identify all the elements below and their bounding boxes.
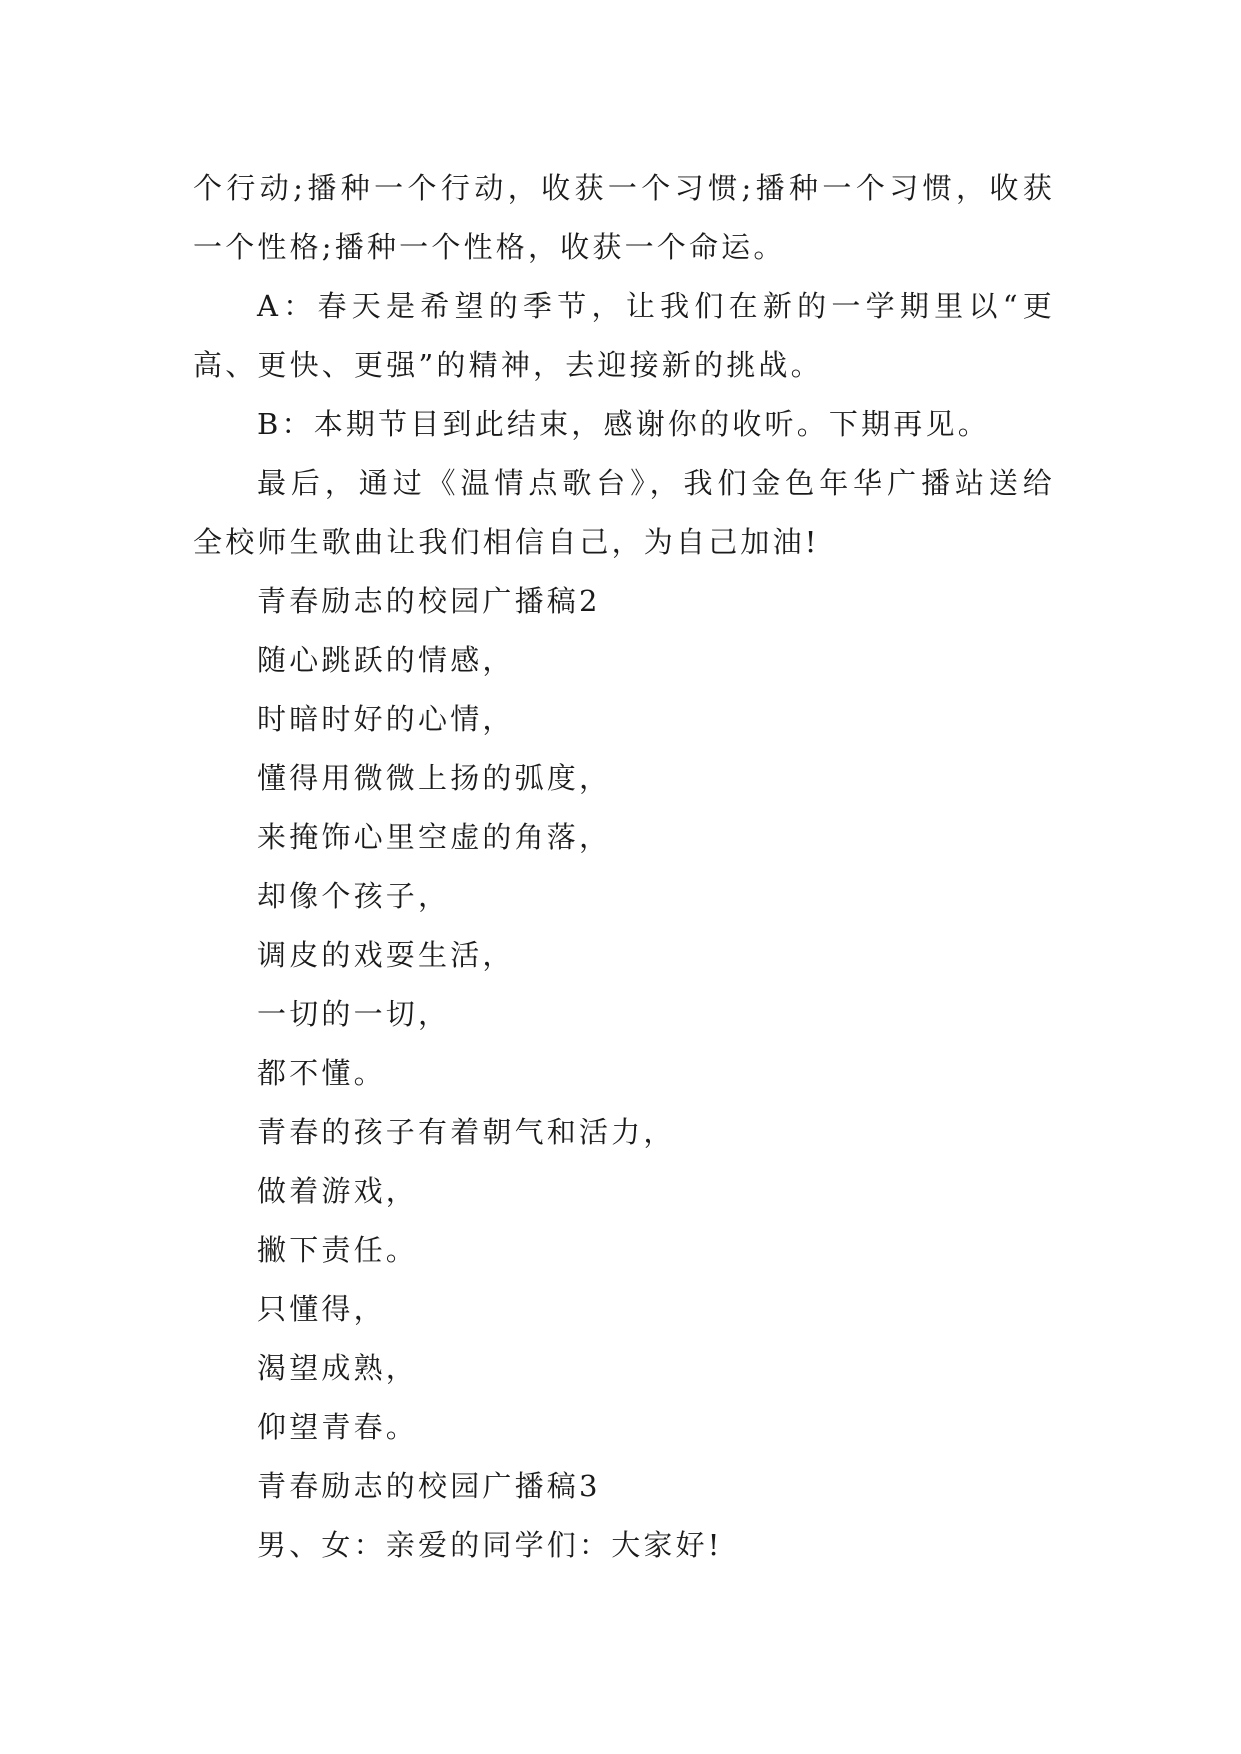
poem-line: 一切的一切， bbox=[257, 997, 451, 1031]
poem-line: 只懂得， bbox=[257, 1292, 386, 1326]
poem-line: 做着游戏， bbox=[257, 1174, 419, 1208]
paragraph-line: 高、更快、更强”的精神，去迎接新的挑战。 bbox=[193, 348, 823, 382]
poem-line: 来掩饰心里空虚的角落， bbox=[257, 820, 612, 854]
section-heading: 青春励志的校园广播稿3 bbox=[257, 1469, 601, 1503]
document-body bbox=[193, 159, 1055, 1575]
poem-line: 仰望青春。 bbox=[257, 1410, 419, 1444]
paragraph-line: 最后，通过《温情点歌台》，我们金色年华广播站送给 bbox=[257, 466, 1055, 500]
paragraph-line: 全校师生歌曲让我们相信自己，为自己加油! bbox=[193, 525, 820, 559]
poem-line: 都不懂。 bbox=[257, 1056, 386, 1090]
poem-line: 随心跳跃的情感， bbox=[257, 643, 515, 677]
poem-line: 调皮的戏耍生活， bbox=[257, 938, 515, 972]
paragraph-line: A：春天是希望的季节，让我们在新的一学期里以“更 bbox=[257, 289, 1055, 323]
paragraph-line: 个行动;播种一个行动，收获一个习惯;播种一个习惯，收获 bbox=[193, 171, 1055, 205]
poem-line: 时暗时好的心情， bbox=[257, 702, 515, 736]
poem-line: 撇下责任。 bbox=[257, 1233, 419, 1267]
poem-line: 渴望成熟， bbox=[257, 1351, 419, 1385]
paragraph-line: B：本期节目到此结束，感谢你的收听。下期再见。 bbox=[257, 407, 990, 441]
section-heading: 青春励志的校园广播稿2 bbox=[257, 584, 601, 618]
poem-line: 懂得用微微上扬的弧度， bbox=[257, 761, 612, 795]
paragraph-line: 男、女：亲爱的同学们：大家好! bbox=[257, 1528, 723, 1562]
poem-line: 青春的孩子有着朝气和活力， bbox=[257, 1115, 676, 1149]
paragraph-line: 一个性格;播种一个性格，收获一个命运。 bbox=[193, 230, 786, 264]
poem-line: 却像个孩子， bbox=[257, 879, 451, 913]
